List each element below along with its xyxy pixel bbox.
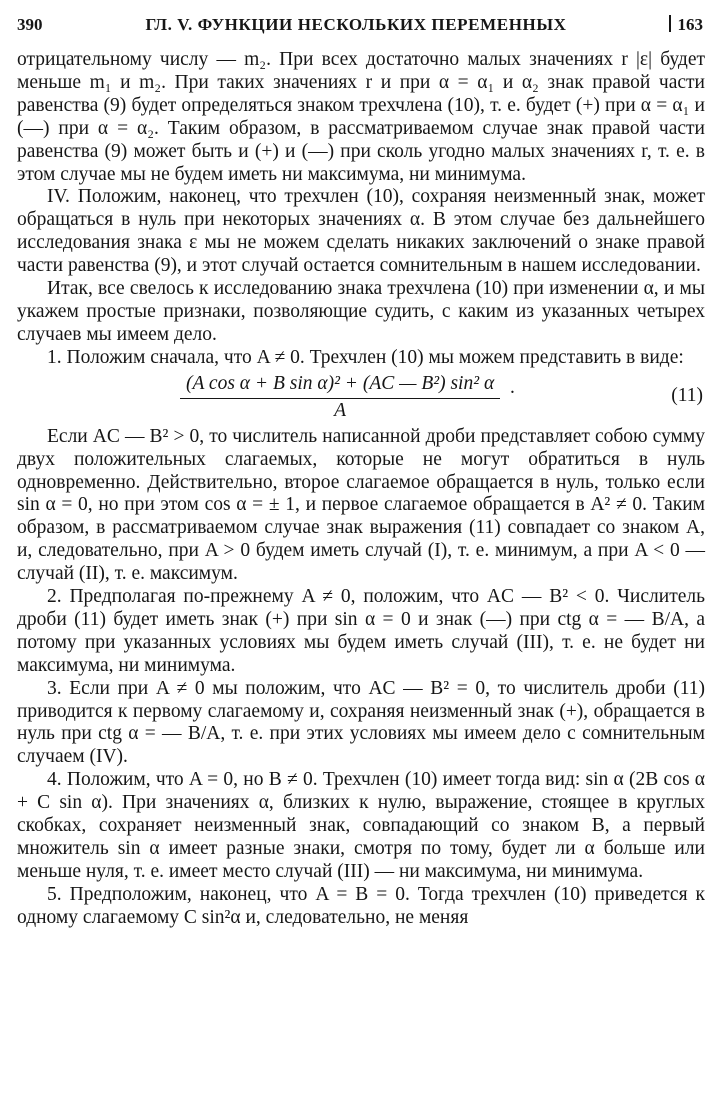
page-number: 390 <box>17 15 43 34</box>
paragraph-case-iv: IV. Положим, наконец, что трехчлен (10), сохраняя неизменный знак, может обращаться в нуль при некоторых значениях α. В этом случае без дальнейшего исследования знака ε мы не можем сделать никаких заключений о знаке правой части равенства (9), и этот случай остается сомнительным в нашем исследовании. <box>17 186 705 277</box>
paragraph-case-4: 4. Положим, что A = 0, но B ≠ 0. Трехчлен (10) имеет тогда вид: sin α (2B cos α + C sin α). При значениях α, близких к нулю, выражение, стоящее в круглых скобках, сохраняет неизменный знак, совпадающий со знаком B, а первый множитель sin α имеет разные знаки, смотря по тому, будет ли α больше или меньше нуля, т. е. имеет место случай (III) — ни максимума, ни минимума. <box>17 769 705 882</box>
paragraph-positive-case: Если AC — B² > 0, то числитель написанной дроби представляет собою сумму двух положительных слагаемых, которые не могут обратиться в нуль одновременно. Действительно, второе слагаемое обращается в нуль, только если sin α = 0, но при этом cos α = ± 1, и первое слагаемое обращается в A² ≠ 0. Таким образом, в рассматриваемом случае знак выражения (11) совпадает со знаком A, и, следовательно, при A > 0 будем иметь случай (I), т. е. минимум, а при A < 0 — случай (II), т. е. максимум. <box>17 425 705 585</box>
chapter-title: ГЛ. V. ФУНКЦИИ НЕСКОЛЬКИХ ПЕРЕМЕННЫХ <box>145 15 567 34</box>
formula-11 <box>17 373 705 421</box>
paragraph-case-1: 1. Положим сначала, что A ≠ 0. Трехчлен (10) мы можем представить в виде: <box>47 346 684 368</box>
paragraph-case-3: 3. Если при A ≠ 0 мы положим, что AC — B² = 0, то числитель дроби (11) приводится к первому слагаемому и, сохраняя неизменный знак (+), обращается в нуль при ctg α = — B/A, т. е. при этих условиях мы имеем дело с сомнительным случаем (IV). <box>17 677 705 768</box>
paragraph-case-2: 2. Предполагая по-прежнему A ≠ 0, положим, что AC — B² < 0. Числитель дроби (11) будет иметь знак (+) при sin α = 0 и знак (—) при ctg α = — B/A, а потому при указанных условиях мы будем иметь случай (III), т. е. не будет ни максимума, ни минимума. <box>17 586 705 676</box>
formula-denominator: A <box>334 399 347 421</box>
section-marker <box>669 14 705 37</box>
formula-fraction <box>180 373 500 423</box>
paragraph-summary: Итак, все свелось к исследованию знака трехчлена (10) при изменении α, и мы укажем простые признаки, позволяющие судить, с каким из указанных четырех случаев мы имеем дело. <box>17 278 705 345</box>
page-header <box>17 14 705 40</box>
formula-period: . <box>510 376 515 398</box>
formula-numerator: (A cos α + B sin α)² + (AC — B²) sin² α <box>180 373 500 399</box>
paragraph-continuation: отрицательному числу — m₂. При всех достаточно малых значениях r |ε| будет меньше m₁ и m₂. При таких значениях r и при α = α₁ и α₂ знак правой части равенства (9) будет определяться знаком трехчлена (10), т. е. будет (+) при α = α₁ и (—) при α = α₂. Таким образом, в рассматриваемом случае знак правой части равенства (9) может быть и (+) и (—) при сколь угодно малых значениях r, т. е. в этом случае мы не будем иметь ни максимума, ни минимума. <box>17 49 705 185</box>
paragraph-case-5: 5. Предположим, наконец, что A = B = 0. Тогда трехчлен (10) приведется к одному слагаемому C sin²α и, следовательно, не меняя <box>17 883 705 928</box>
section-bar <box>669 15 671 32</box>
section-number: 163 <box>677 15 703 34</box>
formula-number: (11) <box>671 384 703 406</box>
